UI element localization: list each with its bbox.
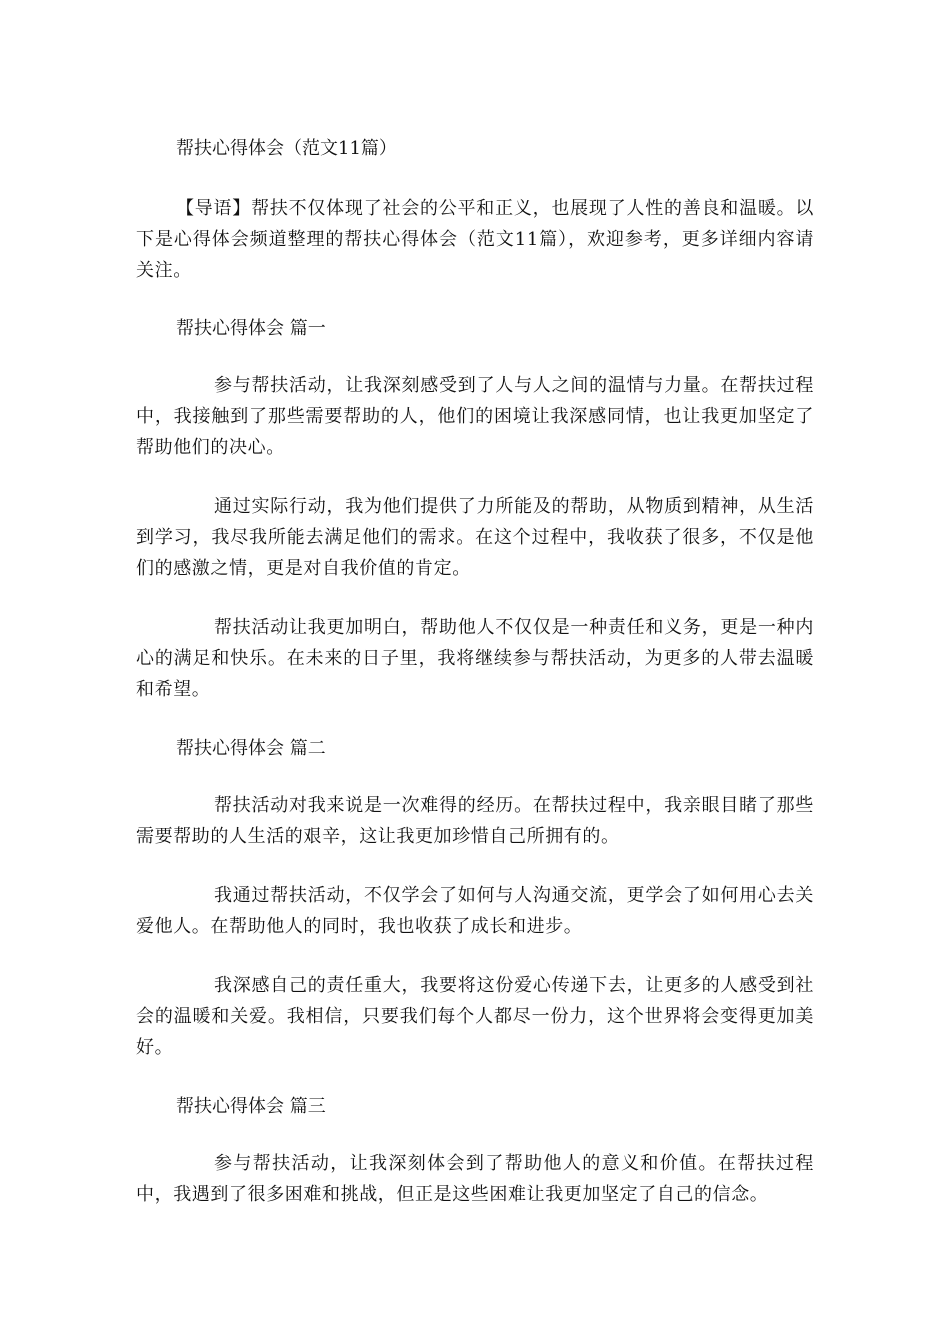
section-3 xyxy=(136,1091,814,1210)
body-paragraph: 帮扶活动对我来说是一次难得的经历。在帮扶过程中，我亲眼目睹了那些需要帮助的人生活的艰辛，这让我更加珍惜自己所拥有的。 xyxy=(136,795,814,847)
body-paragraph: 参与帮扶活动，让我深刻体会到了帮助他人的意义和价值。在帮扶过程中，我遇到了很多困难和挑战，但正是这些困难让我更加坚定了自己的信念。 xyxy=(136,1153,814,1205)
document-title: 帮扶心得体会（范文11篇） xyxy=(176,138,397,159)
section-heading: 帮扶心得体会 篇一 xyxy=(176,318,326,339)
intro-paragraph: 【导语】帮扶不仅体现了社会的公平和正义，也展现了人性的善良和温暖。以下是心得体会频道整理的帮扶心得体会（范文11篇），欢迎参考，更多详细内容请关注。 xyxy=(136,198,814,281)
body-paragraph: 我深感自己的责任重大，我要将这份爱心传递下去，让更多的人感受到社会的温暖和关爱。我相信，只要我们每个人都尽一份力，这个世界将会变得更加美好。 xyxy=(136,975,814,1058)
section-heading: 帮扶心得体会 篇二 xyxy=(176,738,326,759)
body-paragraph: 参与帮扶活动，让我深刻感受到了人与人之间的温情与力量。在帮扶过程中，我接触到了那些需要帮助的人，他们的困境让我深感同情，也让我更加坚定了帮助他们的决心。 xyxy=(136,375,814,458)
body-paragraph: 我通过帮扶活动，不仅学会了如何与人沟通交流，更学会了如何用心去关爱他人。在帮助他人的同时，我也收获了成长和进步。 xyxy=(136,885,814,937)
document-body xyxy=(136,133,814,1238)
body-paragraph: 帮扶活动让我更加明白，帮助他人不仅仅是一种责任和义务，更是一种内心的满足和快乐。在未来的日子里，我将继续参与帮扶活动，为更多的人带去温暖和希望。 xyxy=(136,617,814,700)
body-paragraph: 通过实际行动，我为他们提供了力所能及的帮助，从物质到精神，从生活到学习，我尽我所能去满足他们的需求。在这个过程中，我收获了很多，不仅是他们的感激之情，更是对自我价值的肯定。 xyxy=(136,496,814,579)
section-heading: 帮扶心得体会 篇三 xyxy=(176,1096,326,1117)
section-2 xyxy=(136,733,814,1063)
section-1 xyxy=(136,313,814,705)
